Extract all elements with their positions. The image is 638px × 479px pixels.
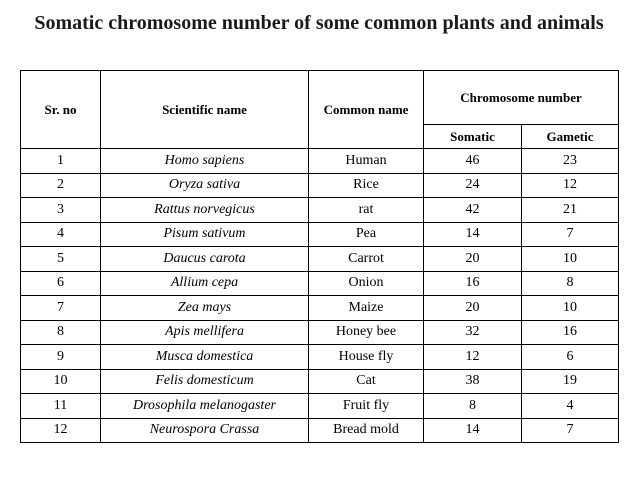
cell-scientific-name: Apis mellifera xyxy=(101,320,309,345)
cell-gametic: 4 xyxy=(522,394,619,419)
cell-gametic: 19 xyxy=(522,369,619,394)
cell-common-name: Carrot xyxy=(309,247,424,272)
cell-somatic: 20 xyxy=(424,296,522,321)
cell-gametic: 10 xyxy=(522,296,619,321)
cell-gametic: 7 xyxy=(522,222,619,247)
table-body xyxy=(21,149,619,443)
cell-scientific-name: Allium cepa xyxy=(101,271,309,296)
cell-scientific-name: Homo sapiens xyxy=(101,149,309,174)
cell-gametic: 6 xyxy=(522,345,619,370)
cell-sr-no: 3 xyxy=(21,198,101,223)
header-somatic: Somatic xyxy=(424,125,522,149)
cell-common-name: Pea xyxy=(309,222,424,247)
cell-common-name: Human xyxy=(309,149,424,174)
header-scientific-name: Scientific name xyxy=(101,71,309,149)
cell-gametic: 23 xyxy=(522,149,619,174)
table-row xyxy=(21,247,619,272)
cell-common-name: Maize xyxy=(309,296,424,321)
table-row xyxy=(21,149,619,174)
cell-sr-no: 1 xyxy=(21,149,101,174)
table-row xyxy=(21,345,619,370)
cell-gametic: 7 xyxy=(522,418,619,443)
cell-somatic: 16 xyxy=(424,271,522,296)
cell-scientific-name: Daucus carota xyxy=(101,247,309,272)
cell-somatic: 14 xyxy=(424,222,522,247)
cell-common-name: Fruit fly xyxy=(309,394,424,419)
header-sr-no: Sr. no xyxy=(21,71,101,149)
cell-somatic: 46 xyxy=(424,149,522,174)
table-row xyxy=(21,369,619,394)
table-row xyxy=(21,198,619,223)
cell-sr-no: 6 xyxy=(21,271,101,296)
cell-scientific-name: Drosophila melanogaster xyxy=(101,394,309,419)
cell-sr-no: 12 xyxy=(21,418,101,443)
cell-scientific-name: Pisum sativum xyxy=(101,222,309,247)
cell-somatic: 20 xyxy=(424,247,522,272)
cell-scientific-name: Zea mays xyxy=(101,296,309,321)
header-common-name: Common name xyxy=(309,71,424,149)
table-row xyxy=(21,173,619,198)
cell-sr-no: 4 xyxy=(21,222,101,247)
cell-common-name: Bread mold xyxy=(309,418,424,443)
cell-common-name: Onion xyxy=(309,271,424,296)
cell-gametic: 10 xyxy=(522,247,619,272)
cell-scientific-name: Oryza sativa xyxy=(101,173,309,198)
cell-scientific-name: Musca domestica xyxy=(101,345,309,370)
cell-somatic: 24 xyxy=(424,173,522,198)
header-gametic: Gametic xyxy=(522,125,619,149)
cell-gametic: 16 xyxy=(522,320,619,345)
cell-common-name: Cat xyxy=(309,369,424,394)
cell-common-name: Rice xyxy=(309,173,424,198)
table-header-row xyxy=(21,71,619,125)
cell-common-name: Honey bee xyxy=(309,320,424,345)
table-row xyxy=(21,222,619,247)
table-row xyxy=(21,394,619,419)
cell-gametic: 12 xyxy=(522,173,619,198)
page-title: Somatic chromosome number of some common plants and animals xyxy=(34,12,604,34)
header-chromosome-number: Chromosome number xyxy=(424,71,619,125)
cell-scientific-name: Rattus norvegicus xyxy=(101,198,309,223)
cell-somatic: 42 xyxy=(424,198,522,223)
cell-gametic: 8 xyxy=(522,271,619,296)
cell-somatic: 12 xyxy=(424,345,522,370)
cell-sr-no: 8 xyxy=(21,320,101,345)
cell-somatic: 14 xyxy=(424,418,522,443)
cell-sr-no: 2 xyxy=(21,173,101,198)
table-row xyxy=(21,271,619,296)
cell-somatic: 8 xyxy=(424,394,522,419)
chromosome-table xyxy=(20,70,619,443)
cell-common-name: rat xyxy=(309,198,424,223)
table-row xyxy=(21,320,619,345)
cell-somatic: 32 xyxy=(424,320,522,345)
cell-somatic: 38 xyxy=(424,369,522,394)
cell-scientific-name: Felis domesticum xyxy=(101,369,309,394)
cell-sr-no: 5 xyxy=(21,247,101,272)
cell-scientific-name: Neurospora Crassa xyxy=(101,418,309,443)
cell-sr-no: 9 xyxy=(21,345,101,370)
cell-common-name: House fly xyxy=(309,345,424,370)
cell-sr-no: 10 xyxy=(21,369,101,394)
table-row xyxy=(21,296,619,321)
cell-sr-no: 11 xyxy=(21,394,101,419)
cell-sr-no: 7 xyxy=(21,296,101,321)
table-row xyxy=(21,418,619,443)
cell-gametic: 21 xyxy=(522,198,619,223)
